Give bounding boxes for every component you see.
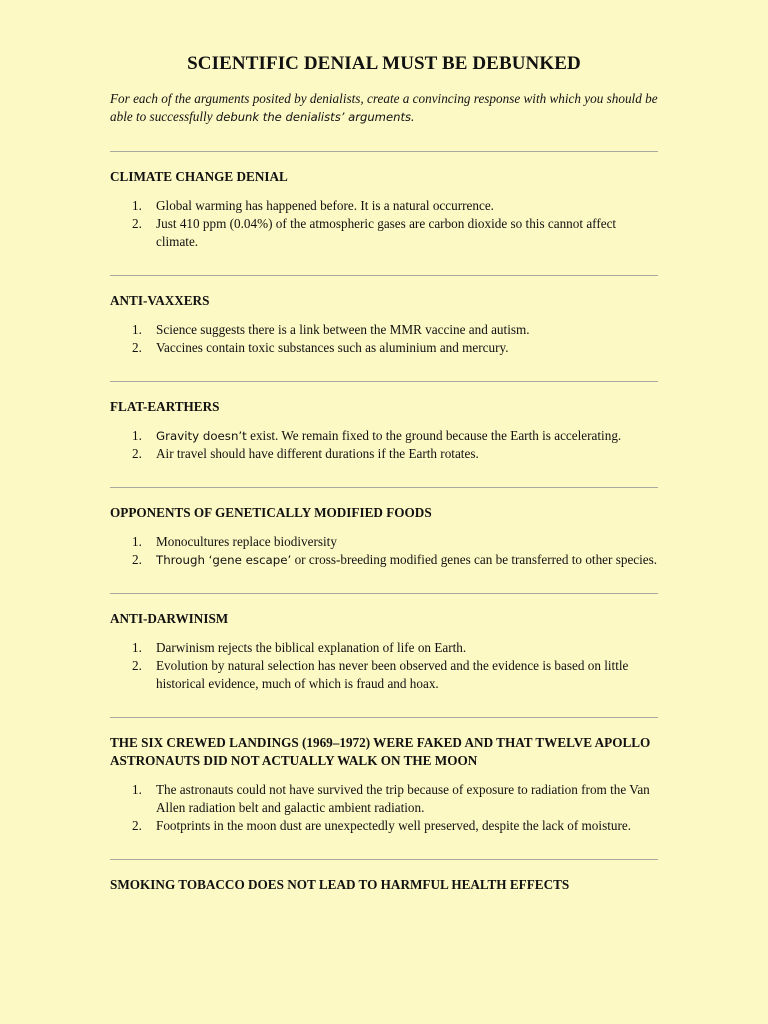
list-item <box>110 215 658 251</box>
list-item <box>110 197 658 215</box>
section-heading-flat-earthers: FLAT-EARTHERS <box>110 399 220 414</box>
item-number: 1. <box>132 428 142 443</box>
list-item <box>110 639 658 657</box>
argument-list-flat-earthers <box>110 427 658 463</box>
list-item <box>110 427 658 445</box>
intro-text: For each of the arguments posited by denialists, create a convincing response with which you should be able to successfully <box>110 91 658 124</box>
section-heading-anti-vaxxers: ANTI-VAXXERS <box>110 293 210 308</box>
item-number: 2. <box>132 658 142 673</box>
section-heading-climate: CLIMATE CHANGE DENIAL <box>110 169 288 184</box>
argument-list-anti-darwinism <box>110 639 658 693</box>
item-text: Just 410 ppm (0.04%) of the atmospheric gases are carbon dioxide so this cannot affect climate. <box>156 216 617 249</box>
item-text: or cross-breeding modified genes can be transferred to other species. <box>291 552 658 567</box>
list-item <box>110 551 658 569</box>
item-text: Evolution by natural selection has never been observed and the evidence is based on little historical evidence, much of which is fraud and hoax. <box>156 658 629 691</box>
item-text: Monocultures replace biodiversity <box>156 534 337 549</box>
item-text: The astronauts could not have survived the trip because of exposure to radiation from the Van Allen radiation belt and galactic ambient radiation. <box>156 782 650 815</box>
item-text-alt: Through ‘gene escape’ <box>156 553 292 567</box>
section-divider <box>110 717 658 718</box>
section-divider <box>110 487 658 488</box>
section-heading-moon-landing: THE SIX CREWED LANDINGS (1969–1972) WERE FAKED AND THAT TWELVE APOLLO ASTRONAUTS DID NOT ACTUALLY WALK ON THE MOON <box>110 735 651 768</box>
argument-list-anti-vaxxers <box>110 321 658 357</box>
section-divider <box>110 859 658 860</box>
item-number: 1. <box>132 322 142 337</box>
section-heading-anti-darwinism: ANTI-DARWINISM <box>110 611 229 626</box>
section-divider <box>110 275 658 276</box>
list-item <box>110 339 658 357</box>
list-item <box>110 817 658 835</box>
item-text-alt: Gravity doesn’t <box>156 429 247 443</box>
page-title: SCIENTIFIC DENIAL MUST BE DEBUNKED <box>187 53 581 74</box>
item-text: Air travel should have different durations if the Earth rotates. <box>156 446 479 461</box>
intro-paragraph <box>110 90 658 126</box>
argument-list-moon-landing <box>110 781 658 835</box>
item-number: 1. <box>132 534 142 549</box>
item-number: 2. <box>132 216 142 231</box>
item-number: 1. <box>132 198 142 213</box>
item-number: 2. <box>132 446 142 461</box>
item-text: exist. We remain fixed to the ground because the Earth is accelerating. <box>246 428 622 443</box>
section-heading-gm-foods: OPPONENTS OF GENETICALLY MODIFIED FOODS <box>110 505 432 520</box>
list-item <box>110 445 658 463</box>
section-divider <box>110 381 658 382</box>
list-item <box>110 533 658 551</box>
argument-list-climate <box>110 197 658 251</box>
intro-text-emphasis: debunk the denialists’ arguments <box>215 110 412 124</box>
item-text: Vaccines contain toxic substances such as aluminium and mercury. <box>156 340 509 355</box>
item-text: Footprints in the moon dust are unexpectedly well preserved, despite the lack of moisture. <box>156 818 631 833</box>
item-text: Global warming has happened before. It is a natural occurrence. <box>156 198 494 213</box>
item-text: Science suggests there is a link between the MMR vaccine and autism. <box>156 322 530 337</box>
item-number: 2. <box>132 340 142 355</box>
list-item <box>110 321 658 339</box>
list-item <box>110 781 658 817</box>
item-number: 1. <box>132 782 142 797</box>
argument-list-gm-foods <box>110 533 658 569</box>
intro-text-end: . <box>411 109 415 124</box>
section-divider <box>110 593 658 594</box>
list-item <box>110 657 658 693</box>
item-number: 1. <box>132 640 142 655</box>
section-divider <box>110 151 658 152</box>
section-heading-smoking: SMOKING TOBACCO DOES NOT LEAD TO HARMFUL HEALTH EFFECTS <box>110 877 570 892</box>
item-number: 2. <box>132 818 142 833</box>
item-number: 2. <box>132 552 142 567</box>
item-text: Darwinism rejects the biblical explanation of life on Earth. <box>156 640 467 655</box>
